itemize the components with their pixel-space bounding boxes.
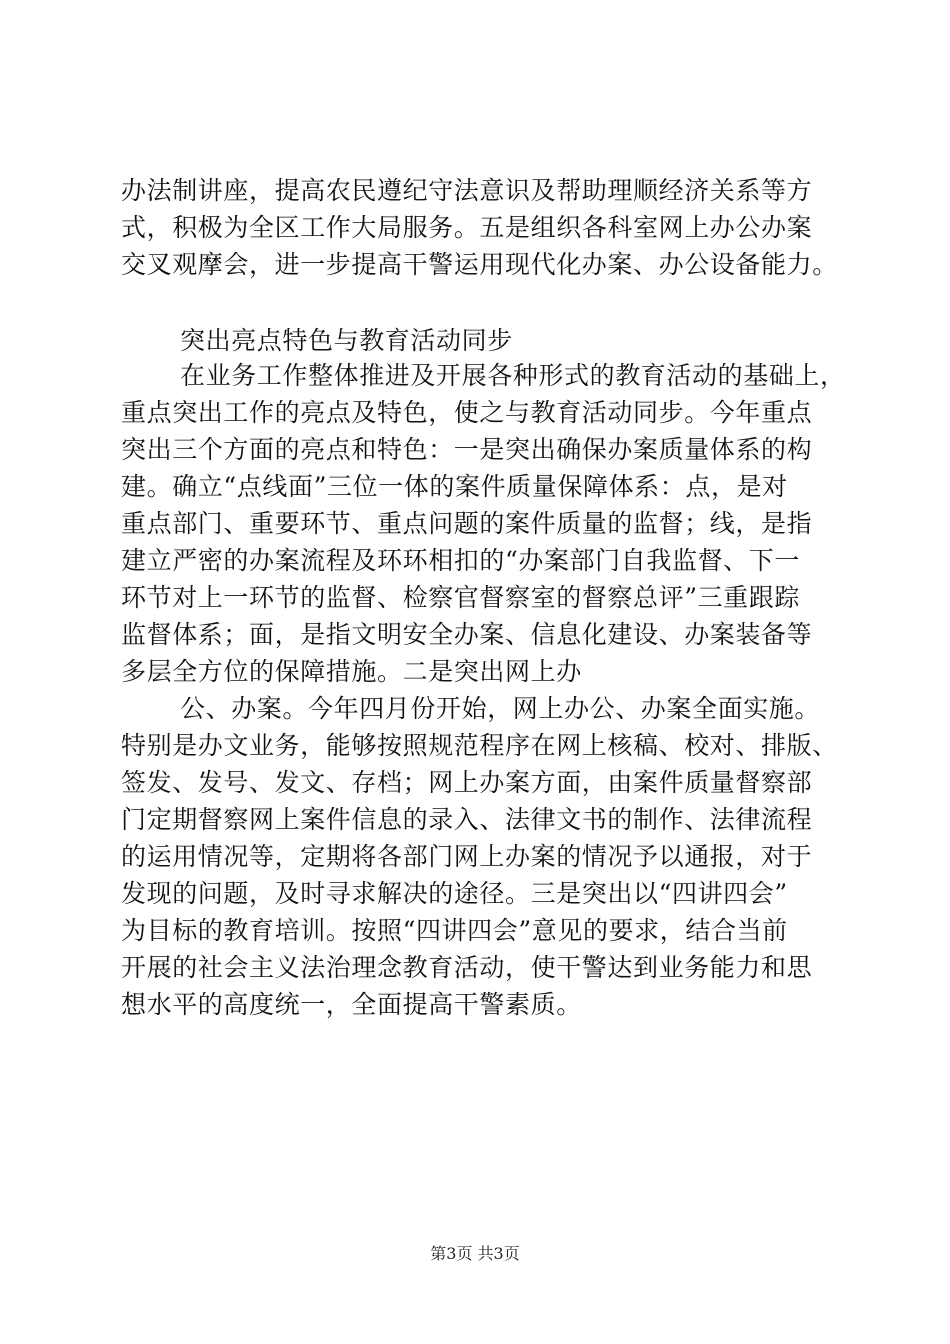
body-text-line: 建立严密的办案流程及环环相扣的“办案部门自我监督、下一 [121,546,800,575]
body-text-line: 交叉观摩会，进一步提高干警运用现代化办案、办公设备能力。 [121,250,838,279]
body-text-line: 的运用情况等，定期将各部门网上办案的情况予以通报，对于 [121,842,813,871]
body-text-line: 签发、发号、发文、存档；网上办案方面，由案件质量督察部 [121,768,813,797]
body-text-line: 想水平的高度统一，全面提高干警素质。 [121,990,582,1019]
body-text-line: 式，积极为全区工作大局服务。五是组织各科室网上办公办案 [121,213,813,242]
body-text-line: 发现的问题，及时寻求解决的途径。三是突出以“四讲四会” [121,879,788,908]
body-text-line: 多层全方位的保障措施。二是突出网上办 [121,657,582,686]
body-text-line: 建。确立“点线面”三位一体的案件质量保障体系：点，是对 [121,472,788,501]
body-text-line: 特别是办文业务，能够按照规范程序在网上核稿、校对、排版、 [121,731,838,760]
body-text-line: 门定期督察网上案件信息的录入、法律文书的制作、法律流程 [121,805,813,834]
section-heading: 突出亮点特色与教育活动同步 [180,326,513,355]
body-text-line: 公、办案。今年四月份开始，网上办公、办案全面实施。 [180,694,821,723]
body-text-line: 重点部门、重要环节、重点问题的案件质量的监督；线，是指 [121,509,813,538]
body-text-line: 开展的社会主义法治理念教育活动，使干警达到业务能力和思 [121,953,813,982]
body-text-line: 突出三个方面的亮点和特色：一是突出确保办案质量体系的构 [121,435,813,464]
body-text-line: 环节对上一环节的监督、检察官督察室的督察总评”三重跟踪 [121,583,800,612]
body-text-line: 监督体系；面，是指文明安全办案、信息化建设、办案装备等 [121,620,813,649]
body-text-line: 办法制讲座，提高农民遵纪守法意识及帮助理顺经济关系等方 [121,176,813,205]
page-number-footer: 第3页 共3页 [430,1244,520,1263]
body-text-line: 重点突出工作的亮点及特色，使之与教育活动同步。今年重点 [121,398,813,427]
body-text-line: 在业务工作整体推进及开展各种形式的教育活动的基础上， [180,361,846,390]
body-text-line: 为目标的教育培训。按照“四讲四会”意见的要求，结合当前 [121,916,788,945]
